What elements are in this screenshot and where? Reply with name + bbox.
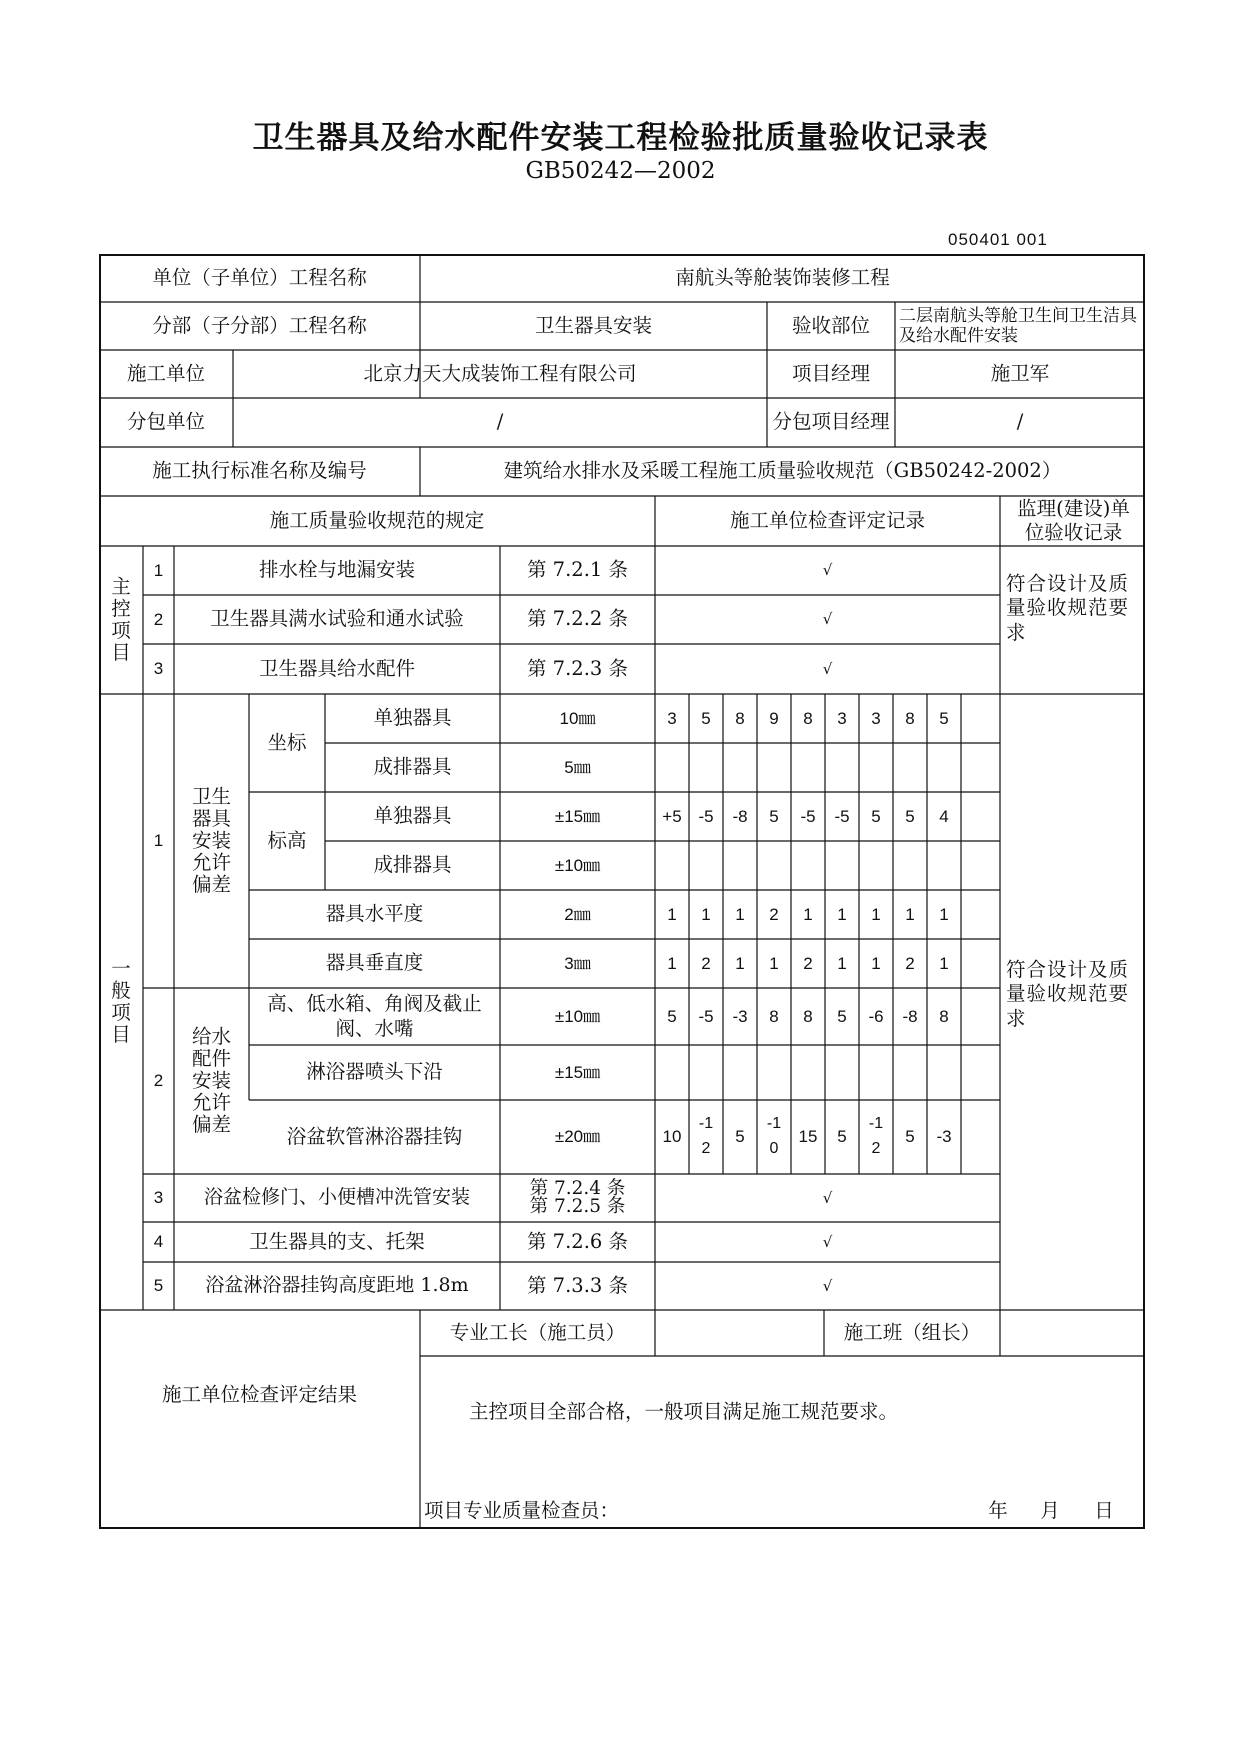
document-subtitle: GB50242—2002 (525, 158, 716, 184)
measured-value-cell: 1 (871, 953, 881, 973)
general-item-check: √ (822, 1188, 833, 1207)
measured-value-cell (893, 841, 927, 890)
general-label: 一般项目 (111, 957, 131, 1046)
main-item-no: 3 (153, 659, 164, 679)
main-item-name: 卫生器具给水配件 (258, 656, 415, 680)
general-supervisor-record: 符合设计及质量验收规范要求 (1006, 958, 1130, 1030)
measured-value-cell: 2 (905, 953, 915, 973)
main-item-check: √ (822, 561, 833, 580)
measured-value-cell (961, 1045, 1000, 1100)
measured-value-cell (825, 743, 859, 792)
measured-value-cell: -1 2 (868, 1115, 884, 1157)
measured-value-cell (961, 890, 1000, 939)
measured-value-cell (757, 1045, 791, 1100)
group2-no: 2 (153, 1071, 164, 1091)
measured-value-cell: 1 (769, 953, 779, 973)
measured-value-cell: 2 (701, 953, 711, 973)
measured-value-cell (689, 841, 723, 890)
measured-value-cell: 1 (939, 904, 949, 924)
measured-value-cell: 5 (837, 1006, 847, 1026)
measured-value-cell: 1 (939, 953, 949, 973)
measured-value-cell: 1 (735, 953, 745, 973)
contractor-record-header: 施工单位检查评定记录 (729, 508, 925, 532)
group1-no: 1 (153, 831, 164, 851)
measured-value-cell (927, 743, 961, 792)
measured-value-cell: 8 (803, 708, 813, 728)
general-item-no: 3 (153, 1188, 164, 1208)
measured-value-cell: -6 (868, 1006, 884, 1026)
measured-value-cell: 4 (939, 806, 949, 826)
main-item-name: 卫生器具满水试验和通水试验 (210, 607, 464, 631)
clause-line: 第 7.2.4 条 (529, 1177, 626, 1199)
measured-value-cell (961, 792, 1000, 841)
measured-value-cell: 1 (837, 953, 847, 973)
main-item-clause: 第 7.2.2 条 (526, 607, 628, 631)
elevation-sublabel: 标高 (267, 828, 307, 852)
unit-project-label: 单位（子单位）工程名称 (152, 265, 367, 289)
measured-value-cell (757, 743, 791, 792)
pm-value: 施卫军 (990, 361, 1050, 385)
group2-label: 给水配件安装允许偏差 (191, 1025, 231, 1136)
tolerance-item-name: 浴盆软管淋浴器挂钩 (286, 1124, 463, 1148)
general-item-clause: 第 7.3.3 条 (526, 1273, 628, 1297)
measured-value-cell: -3 (936, 1127, 952, 1147)
coord-sublabel: 坐标 (267, 730, 307, 754)
measured-value-cell: 8 (769, 1006, 779, 1026)
tolerance-value: 10㎜ (559, 708, 596, 728)
measured-value-cell (961, 1100, 1000, 1174)
measured-value-cell (791, 743, 825, 792)
measured-value-cell (655, 841, 689, 890)
measured-value-cell: 5 (769, 806, 779, 826)
tolerance-item-name: 器具水平度 (325, 902, 424, 926)
measured-value-cell: 1 (667, 953, 677, 973)
contractor-label: 施工单位 (126, 361, 205, 385)
tolerance-value: 5㎜ (564, 757, 591, 777)
general-item-clause: 第 7.2.6 条 (526, 1229, 628, 1253)
general-item-check: √ (822, 1276, 833, 1295)
measured-value-cell: -3 (732, 1006, 748, 1026)
supervisor-record-header: 监理(建设)单位验收记录 (1017, 496, 1130, 544)
general-item-check: √ (822, 1232, 833, 1251)
tolerance-value: 2㎜ (564, 904, 591, 924)
clause-line: 第 7.2.5 条 (529, 1196, 626, 1217)
sub-pm-label: 分包项目经理 (772, 410, 890, 434)
tolerance-value: 3㎜ (564, 953, 591, 973)
measured-value-cell (893, 743, 927, 792)
measured-value-cell (927, 1045, 961, 1100)
conclusion-text: 主控项目全部合格，一般项目满足施工规范要求。 (469, 1399, 899, 1423)
measured-value-cell: 1 (735, 904, 745, 924)
measured-value-cell: 5 (871, 806, 881, 826)
measured-value-cell: -1 0 (766, 1115, 782, 1157)
tolerance-item-name: 淋浴器喷头下沿 (306, 1060, 443, 1084)
acceptance-part-label: 验收部位 (791, 313, 870, 337)
main-item-check: √ (822, 659, 833, 678)
tolerance-value: ±10㎜ (554, 1006, 601, 1026)
tolerance-value: ±10㎜ (554, 855, 601, 875)
measured-value-cell: 8 (735, 708, 745, 728)
measured-value-cell: 5 (667, 1006, 677, 1026)
general-item-name: 卫生器具的支、托架 (249, 1229, 425, 1253)
measured-value-cell (859, 1045, 893, 1100)
measured-value-cell: 1 (803, 904, 813, 924)
measured-value-cell (655, 1045, 689, 1100)
main-item-clause: 第 7.2.1 条 (526, 558, 628, 582)
measured-value-cell (825, 841, 859, 890)
measured-value-cell (723, 841, 757, 890)
measured-value-cell: 1 (905, 904, 915, 924)
measured-value-cell (961, 939, 1000, 988)
general-item-name: 浴盆检修门、小便槽冲洗管安装 (203, 1186, 470, 1209)
main-item-check: √ (822, 610, 833, 629)
subcontractor-label: 分包单位 (126, 410, 205, 434)
measured-value-cell: 2 (803, 953, 813, 973)
tolerance-item-name: 单独器具 (373, 706, 452, 730)
measured-value-cell: 5 (701, 708, 711, 728)
standard-label: 施工执行标准名称及编号 (152, 459, 367, 483)
measured-value-cell: 5 (939, 708, 949, 728)
date-year-label: 年 (988, 1499, 1008, 1523)
general-item-no: 4 (153, 1232, 164, 1252)
measured-value-cell: -8 (732, 806, 748, 826)
measured-value-cell: 8 (905, 708, 915, 728)
measured-value-cell (893, 1045, 927, 1100)
main-item-no: 2 (153, 609, 164, 629)
tolerance-value: ±15㎜ (554, 1062, 601, 1082)
measured-value-cell: +5 (662, 806, 682, 826)
pm-label: 项目经理 (791, 361, 870, 385)
measured-value-cell: 5 (905, 1127, 915, 1147)
unit-project-value: 南航头等舱装饰装修工程 (675, 265, 890, 289)
general-item-name: 浴盆淋浴器挂钩高度距地 1.8m (205, 1274, 469, 1297)
sub-pm-value: / (1016, 410, 1024, 434)
measured-value-cell (961, 743, 1000, 792)
measured-value-cell (791, 1045, 825, 1100)
main-control-label: 主控项目 (111, 575, 131, 664)
measured-value-cell (927, 841, 961, 890)
measured-value-cell: 10 (662, 1127, 682, 1147)
measured-value-cell (689, 743, 723, 792)
group1-label: 卫生器具安装允许偏差 (191, 785, 231, 896)
measured-value-cell: 5 (837, 1127, 847, 1147)
tolerance-value: ±15㎜ (554, 806, 601, 826)
measured-value-cell (757, 841, 791, 890)
measured-value-cell: 1 (837, 904, 847, 924)
division-value: 卫生器具安装 (534, 313, 652, 337)
acceptance-part-value: 二层南航头等舱卫生间卫生洁具及给水配件安装 (899, 305, 1137, 346)
document-title: 卫生器具及给水配件安装工程检验批质量验收记录表 (252, 120, 989, 156)
measured-value-cell: 2 (769, 904, 779, 924)
spec-column-header: 施工质量验收规范的规定 (269, 508, 485, 532)
measured-value-cell: 15 (798, 1127, 818, 1147)
measured-value-cell (723, 743, 757, 792)
general-item-clause (500, 1174, 655, 1222)
tolerance-item-name: 成排器具 (373, 853, 452, 877)
main-item-name: 排水栓与地漏安装 (258, 558, 415, 582)
measured-value-cell (689, 1045, 723, 1100)
main-supervisor-record: 符合设计及质量验收规范要求 (1006, 572, 1130, 644)
measured-value-cell (961, 841, 1000, 890)
measured-value-cell (655, 743, 689, 792)
measured-value-cell: 9 (769, 708, 779, 728)
measured-value-cell: 1 (701, 904, 711, 924)
measured-value-cell (961, 694, 1000, 743)
measured-value-cell: 1 (871, 904, 881, 924)
standard-value: 建筑给水排水及采暖工程施工质量验收规范（GB50242-2002） (503, 459, 1062, 483)
inspector-label: 项目专业质量检查员： (424, 1499, 620, 1523)
tolerance-item-name: 器具垂直度 (325, 951, 424, 975)
tolerance-item-name: 成排器具 (373, 755, 452, 779)
measured-value-cell (961, 988, 1000, 1045)
contractor-value: 北京力天大成装饰工程有限公司 (363, 361, 637, 385)
tolerance-item-name: 高、低水箱、角阀及截止阀、水嘴 (267, 992, 482, 1040)
main-item-no: 1 (153, 560, 164, 580)
measured-value-cell: 5 (735, 1127, 745, 1147)
measured-value-cell (791, 841, 825, 890)
measured-value-cell: -5 (698, 806, 714, 826)
date-month-label: 月 (1040, 1499, 1060, 1523)
measured-value-cell (859, 841, 893, 890)
measured-value-cell: 1 (667, 904, 677, 924)
measured-value-cell: 3 (667, 708, 677, 728)
date-day-label: 日 (1094, 1499, 1114, 1523)
measured-value-cell: 5 (905, 806, 915, 826)
team-leader-label: 施工班（组长） (843, 1320, 981, 1344)
division-label: 分部（子分部）工程名称 (152, 313, 367, 337)
measured-value-cell (723, 1045, 757, 1100)
measured-value-cell: 3 (871, 708, 881, 728)
measured-value-cell: -5 (698, 1006, 714, 1026)
main-item-clause: 第 7.2.3 条 (526, 656, 628, 680)
subcontractor-value: / (496, 410, 504, 434)
measured-value-cell: -8 (902, 1006, 918, 1026)
general-item-no: 5 (153, 1276, 164, 1296)
document-code: 050401 001 (948, 230, 1048, 249)
measured-value-cell: 3 (837, 708, 847, 728)
tolerance-item-name: 单独器具 (373, 804, 452, 828)
measured-value-cell: -5 (834, 806, 850, 826)
measured-value-cell: 8 (939, 1006, 949, 1026)
result-label: 施工单位检查评定结果 (161, 1382, 357, 1406)
foreman-label: 专业工长（施工员） (449, 1320, 626, 1344)
measured-value-cell: -1 2 (698, 1115, 714, 1157)
inspection-form (99, 254, 1145, 1529)
measured-value-cell: 8 (803, 1006, 813, 1026)
measured-value-cell (859, 743, 893, 792)
measured-value-cell: -5 (800, 806, 816, 826)
tolerance-value: ±20㎜ (554, 1127, 601, 1147)
measured-value-cell (825, 1045, 859, 1100)
